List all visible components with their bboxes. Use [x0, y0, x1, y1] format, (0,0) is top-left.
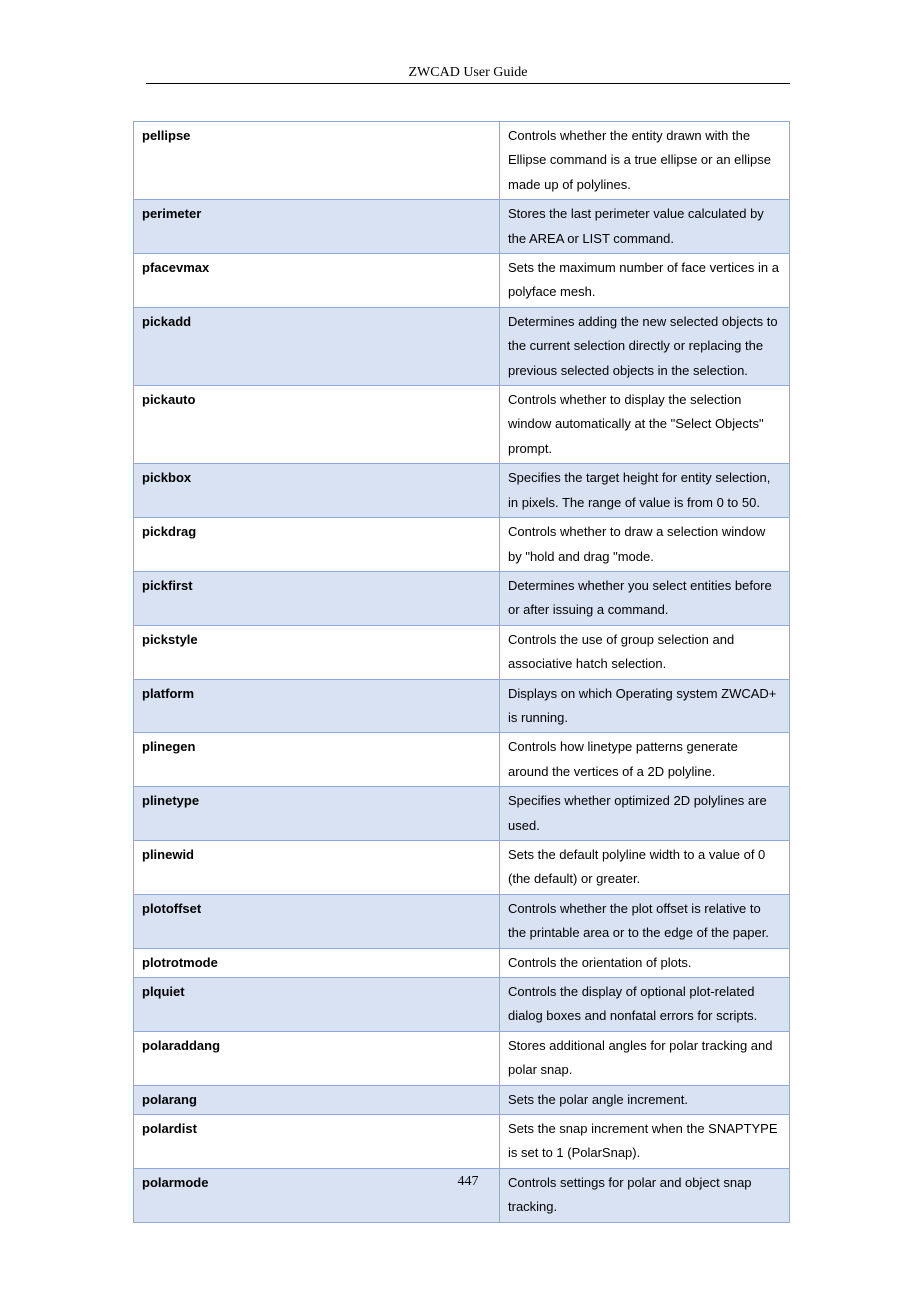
variable-description: Determines adding the new selected objects to the current selection directly or replacing the previous selected objects in the selection.: [500, 307, 790, 385]
table-row: [134, 1085, 790, 1114]
variable-description: Sets the polar angle increment.: [500, 1085, 790, 1114]
page-header: [146, 64, 790, 84]
table-row: [134, 122, 790, 200]
variable-name: polarang: [134, 1085, 500, 1114]
variable-description: Specifies the target height for entity selection, in pixels. The range of value is from 0 to 50.: [500, 464, 790, 518]
table-row: [134, 307, 790, 385]
variable-name: plotrotmode: [134, 948, 500, 977]
variable-description: Controls whether the entity drawn with the Ellipse command is a true ellipse or an ellipse made up of polylines.: [500, 122, 790, 200]
variable-name: pellipse: [134, 122, 500, 200]
table-row: [134, 978, 790, 1032]
variable-description: Stores the last perimeter value calculated by the AREA or LIST command.: [500, 200, 790, 254]
table-row: [134, 840, 790, 894]
table-row: [134, 894, 790, 948]
variable-description: Sets the default polyline width to a value of 0 (the default) or greater.: [500, 840, 790, 894]
variable-name: pfacevmax: [134, 254, 500, 308]
table-row: [134, 571, 790, 625]
document-title: ZWCAD User Guide: [408, 65, 528, 80]
variable-description: Sets the maximum number of face vertices in a polyface mesh.: [500, 254, 790, 308]
variable-name: pickadd: [134, 307, 500, 385]
variable-name: plquiet: [134, 978, 500, 1032]
variable-description: Specifies whether optimized 2D polylines are used.: [500, 787, 790, 841]
variable-name: pickdrag: [134, 518, 500, 572]
variable-name: perimeter: [134, 200, 500, 254]
variable-name: plinetype: [134, 787, 500, 841]
variable-name: pickbox: [134, 464, 500, 518]
variable-name: pickauto: [134, 386, 500, 464]
table-row: [134, 518, 790, 572]
variable-description: Controls whether the plot offset is relative to the printable area or to the edge of the paper.: [500, 894, 790, 948]
variable-name: pickstyle: [134, 625, 500, 679]
table-row: [134, 254, 790, 308]
variable-name: plinewid: [134, 840, 500, 894]
variable-description: Controls how linetype patterns generate around the vertices of a 2D polyline.: [500, 733, 790, 787]
table-row: [134, 1115, 790, 1169]
variable-description: Stores additional angles for polar tracking and polar snap.: [500, 1031, 790, 1085]
variable-name: plotoffset: [134, 894, 500, 948]
variable-description: Displays on which Operating system ZWCAD+ is running.: [500, 679, 790, 733]
page-number: 447: [457, 1174, 479, 1189]
variable-description: Determines whether you select entities before or after issuing a command.: [500, 571, 790, 625]
table-row: [134, 625, 790, 679]
variable-description: Controls the display of optional plot-related dialog boxes and nonfatal errors for scripts.: [500, 978, 790, 1032]
variable-description: Controls whether to display the selection window automatically at the "Select Objects" prompt.: [500, 386, 790, 464]
variable-name: polarmode: [134, 1168, 500, 1222]
variable-description: Controls whether to draw a selection window by "hold and drag "mode.: [500, 518, 790, 572]
variable-name: platform: [134, 679, 500, 733]
variable-description: Controls settings for polar and object snap tracking.: [500, 1168, 790, 1222]
variable-description: Controls the orientation of plots.: [500, 948, 790, 977]
variable-name: plinegen: [134, 733, 500, 787]
table-row: [134, 1031, 790, 1085]
variable-name: polardist: [134, 1115, 500, 1169]
variable-name: polaraddang: [134, 1031, 500, 1085]
variable-description: Controls the use of group selection and associative hatch selection.: [500, 625, 790, 679]
variable-name: pickfirst: [134, 571, 500, 625]
system-variables-table: [133, 121, 790, 1223]
table-row: [134, 464, 790, 518]
table-row: [134, 679, 790, 733]
variable-description: Sets the snap increment when the SNAPTYPE is set to 1 (PolarSnap).: [500, 1115, 790, 1169]
table-row: [134, 733, 790, 787]
table-row: [134, 787, 790, 841]
table-row: [134, 948, 790, 977]
table-row: [134, 386, 790, 464]
table-row: [134, 200, 790, 254]
